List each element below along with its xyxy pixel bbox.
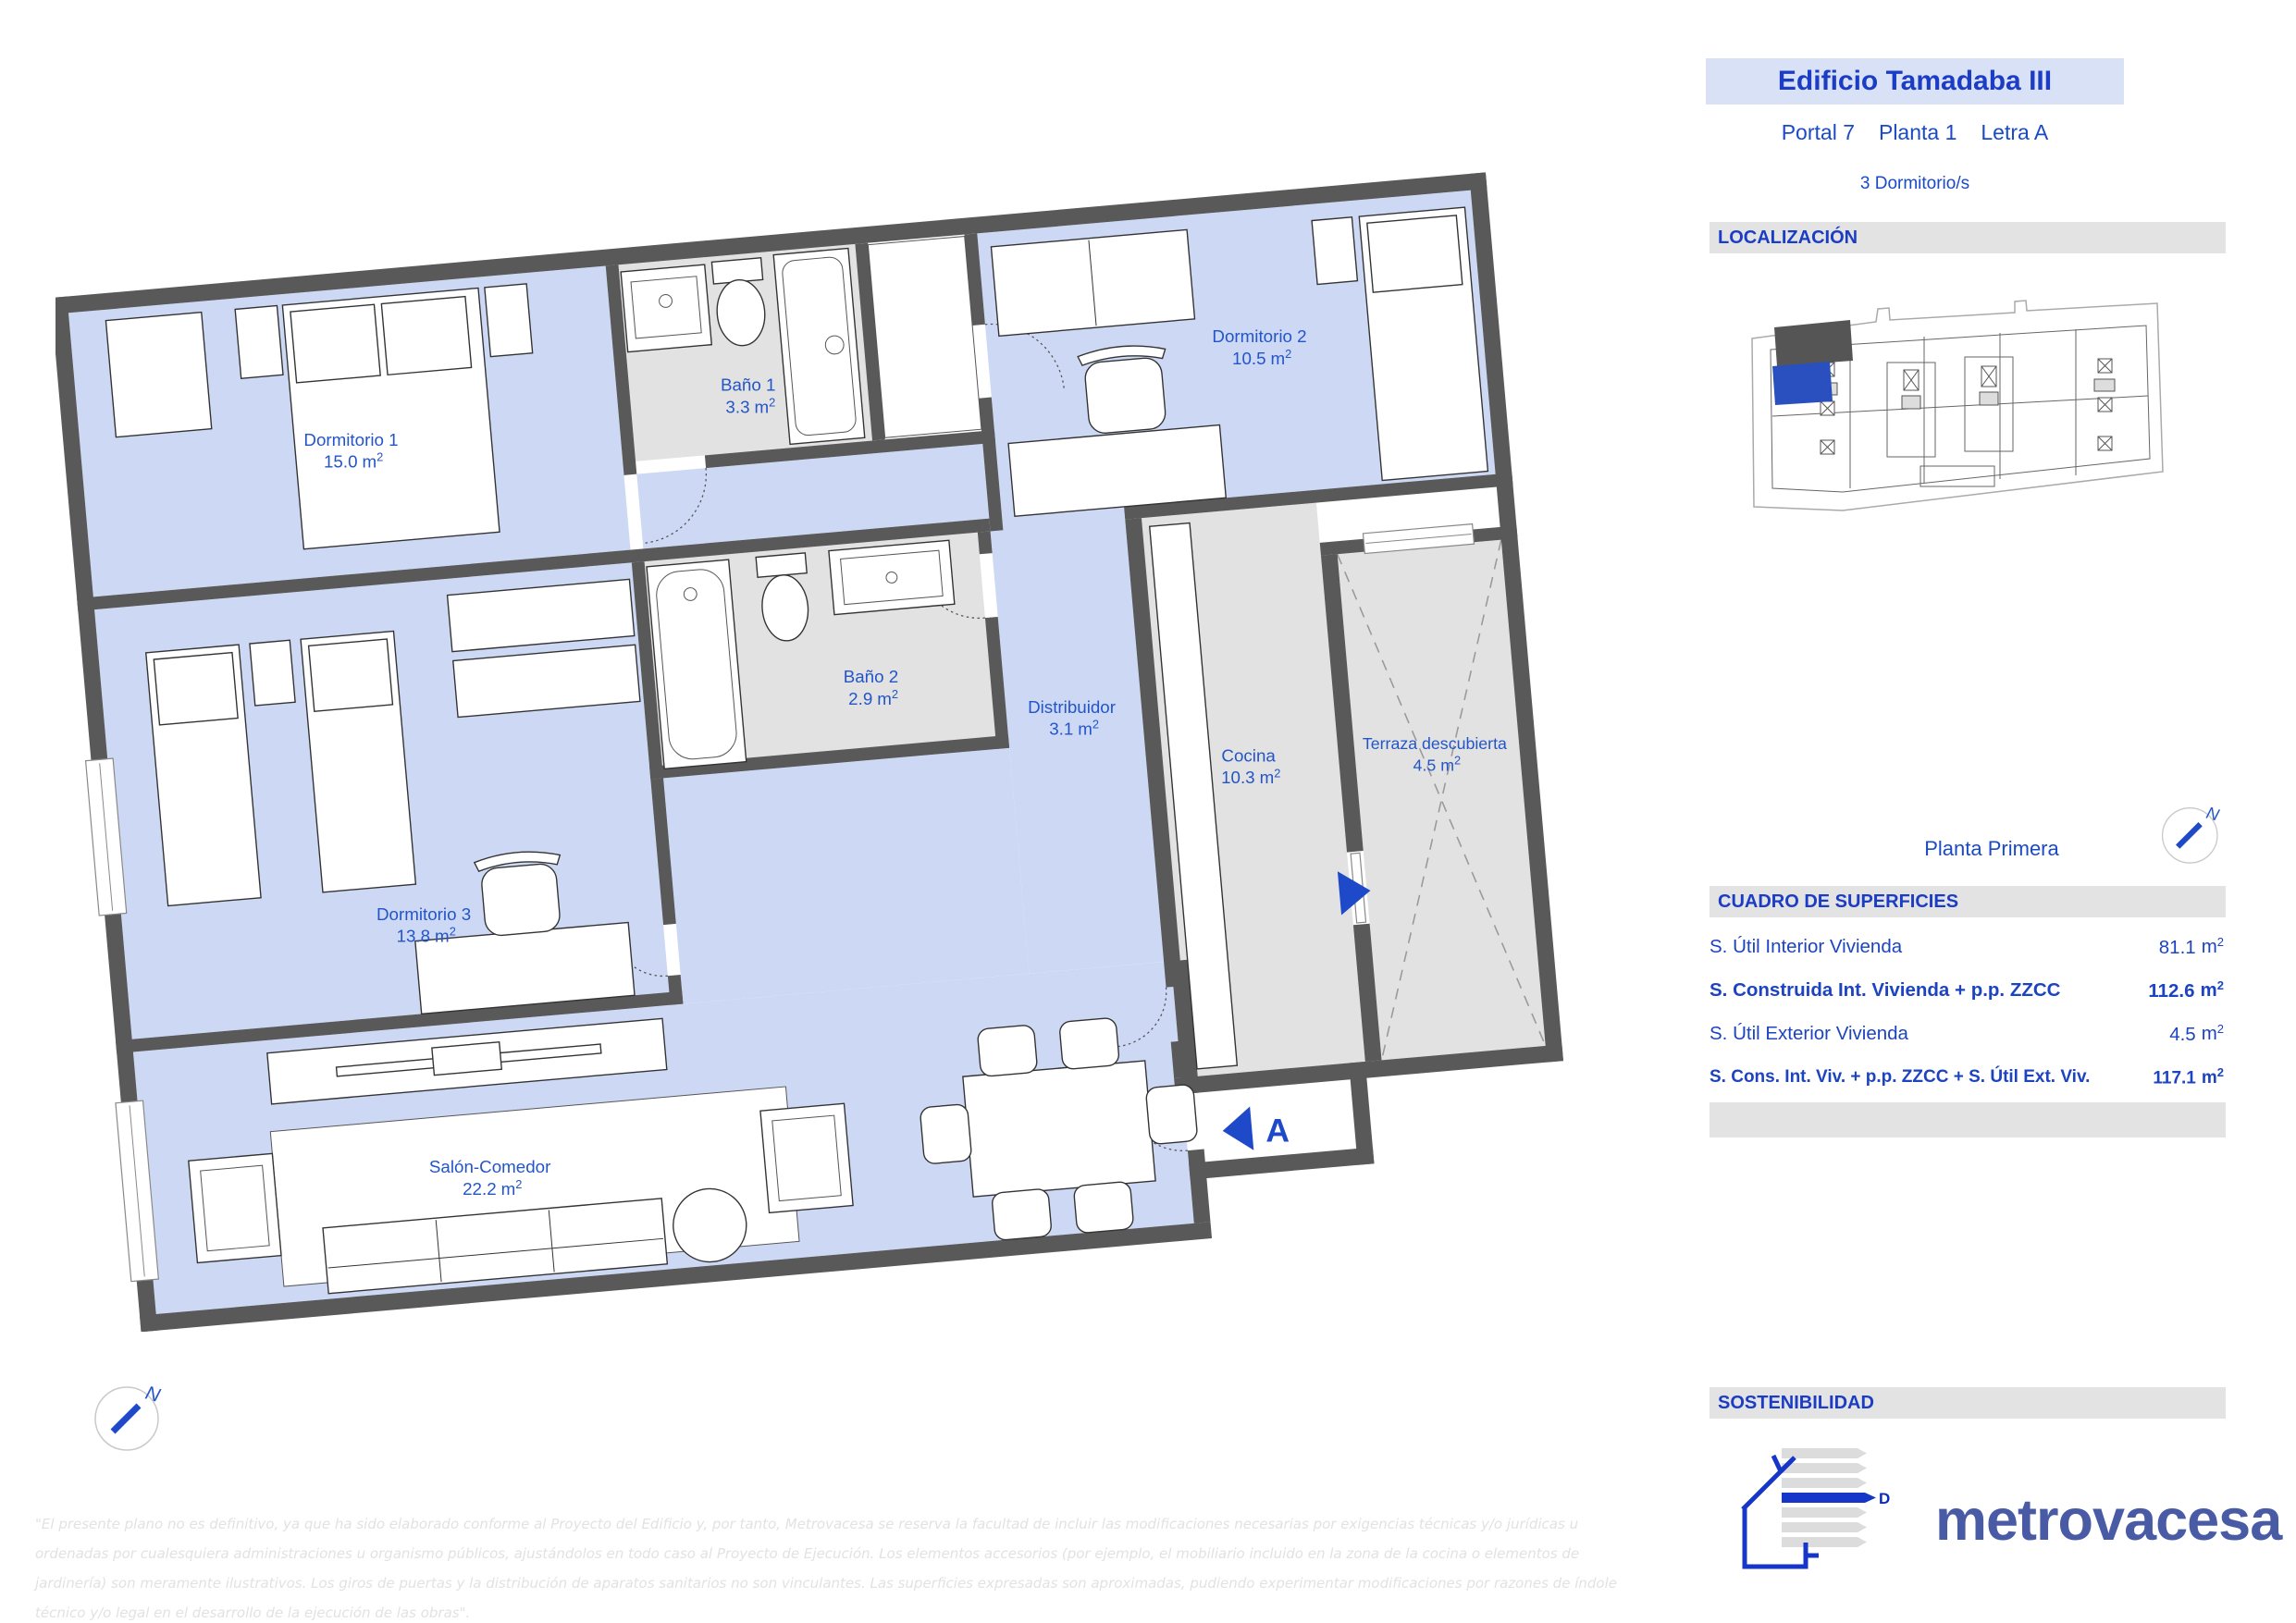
highlight-unit-a [1772,362,1833,405]
table-row [1710,1055,2226,1099]
portal-label: Portal 7 [1781,120,1855,144]
north-compass-icon [85,1371,187,1472]
floor-name: Planta Primera [1924,837,2059,860]
unit-identifier [1706,120,2124,145]
section-header-localizacion: LOCALIZACIÓN [1710,222,2226,253]
section-header-sostenibilidad: SOSTENIBILIDAD [1710,1387,2226,1419]
svg-text:N: N [142,1382,163,1407]
metrovacesa-logo: metrovacesa [1935,1488,2282,1553]
divider-bar [1710,1102,2226,1137]
surface-label: S. Construida Int. Vivienda + p.p. ZZCC [1710,978,2061,1001]
surface-value: 81.1 $m^2$ [2158,934,2224,958]
floor-plan [56,171,1582,1332]
room-label-terraza: Terraza descubierta 4.5 $m^2$ [1362,733,1507,775]
surface-value: 112.6 $m^2$ [2148,977,2224,1002]
room-label-bano-2: Baño 2 2.9 $m^2$ [843,667,899,708]
svg-text:D: D [1879,1490,1891,1507]
surface-value: 4.5 $m^2$ [2169,1021,2224,1045]
north-compass-icon [2154,793,2242,882]
section-header-cuadro: CUADRO DE SUPERFICIES [1710,886,2226,917]
table-row [1710,925,2226,968]
section-marker-label: A [1265,1112,1290,1150]
letra-label: Letra A [1981,120,2049,144]
surface-label: S. Cons. Int. Viv. + p.p. ZZCC + S. Útil Ext. Viv. [1710,1066,2091,1087]
energy-rating-icon [1728,1435,1941,1588]
room-label-dormitorio-2: Dormitorio 2 10.5 $m^2$ [1212,326,1307,368]
localizacion-plan [1739,277,2174,523]
table-row [1710,968,2226,1012]
highlight-common-area [1774,320,1853,366]
room-label-salon-comedor: Salón-Comedor 22.2 $m^2$ [428,1157,551,1199]
surfaces-table [1710,925,2226,1099]
disclaimer-text: "El presente plano no es definitivo, ya que ha sido elaborado conforme al Proyecto del Edificio y, por tanto, Metrovacesa se reserva la facultad de incluir las modificaciones necesarias por exigencias técnicas y/o jurídicas u ordenadas por cualesquiera administraciones u organismo públicos, ajustándolos en todo caso al Proyecto de Ejecución. Los elementos accesorios (por ejemplo, el mobiliario incluido en la zona de la cocina o elementos de jardinería) son meramente ilustrativos. Los giros de puertas y la distribución de aparatos sanitarios no son vinculantes. Las superficies expresadas son aproximadas, pudiendo experimentar modificaciones por razones de índole técnico y/o legal en el desarrollo de la ejecución de las obras". [35,1516,1617,1621]
planta-label: Planta 1 [1878,120,1957,144]
room-label-bano-1: Baño 1 3.3 $m^2$ [720,375,776,417]
room-label-cocina: Cocina 10.3 $m^2$ [1221,745,1281,788]
svg-text:N: N [2203,802,2222,825]
table-row [1710,1012,2226,1055]
building-title: Edificio Tamadaba III [1706,58,2124,105]
room-label-distribuidor: Distribuidor 3.1 $m^2$ [1028,696,1117,739]
room-label-dormitorio-1: Dormitorio 1 15.0 $m^2$ [303,429,399,472]
room-label-dormitorio-3: Dormitorio 3 13.8 $m^2$ [376,904,472,946]
surface-value: 117.1 $m^2$ [2153,1064,2224,1088]
surface-label: S. Útil Interior Vivienda [1710,935,1903,957]
bedrooms-count: 3 Dormitorio/s [1859,174,1970,193]
surface-label: S. Útil Exterior Vivienda [1710,1022,1908,1044]
